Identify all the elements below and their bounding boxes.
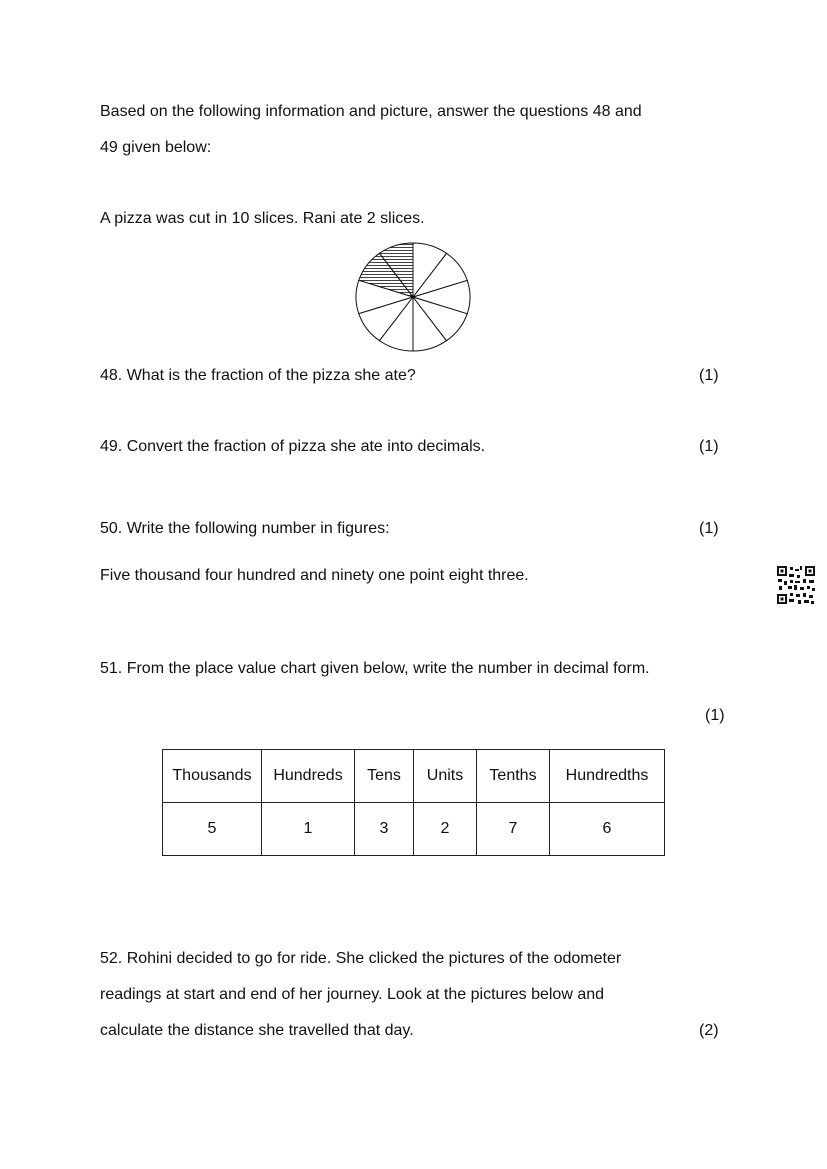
pizza-story: A pizza was cut in 10 slices. Rani ate 2 slices. (100, 210, 425, 227)
question-51-marks: (1) (705, 707, 725, 724)
question-52-line-2: readings at start and end of her journey. Look at the pictures below and (100, 986, 605, 1003)
digit-tenths: 7 (477, 803, 550, 856)
pizza-diagram (354, 240, 474, 354)
intro-line-2: 49 given below: (100, 139, 212, 156)
digit-tens: 3 (355, 803, 414, 856)
place-value-digit-row (163, 803, 665, 856)
question-49: 49. Convert the fraction of pizza she ate into decimals. (100, 438, 486, 455)
qr-code (776, 565, 816, 605)
question-49-marks: (1) (699, 438, 719, 455)
header-thousands: Thousands (163, 750, 262, 803)
header-hundreds: Hundreds (262, 750, 355, 803)
header-units: Units (414, 750, 477, 803)
digit-units: 2 (414, 803, 477, 856)
intro-line-1: Based on the following information and picture, answer the questions 48 and (100, 103, 642, 120)
question-48-marks: (1) (699, 367, 719, 384)
header-tens: Tens (355, 750, 414, 803)
question-52-line-1: 52. Rohini decided to go for ride. She clicked the pictures of the odometer (100, 950, 622, 967)
digit-hundreds: 1 (262, 803, 355, 856)
place-value-chart (162, 749, 665, 856)
place-value-header-row (163, 750, 665, 803)
question-52-line-3: calculate the distance she travelled that day. (100, 1022, 414, 1039)
question-48: 48. What is the fraction of the pizza she ate? (100, 367, 416, 384)
question-51: 51. From the place value chart given below, write the number in decimal form. (100, 660, 650, 677)
digit-thousands: 5 (163, 803, 262, 856)
question-52-marks: (2) (699, 1022, 719, 1039)
question-50: 50. Write the following number in figures: (100, 520, 390, 537)
header-hundredths: Hundredths (550, 750, 665, 803)
question-50-number-words: Five thousand four hundred and ninety one point eight three. (100, 567, 529, 584)
digit-hundredths: 6 (550, 803, 665, 856)
question-50-marks: (1) (699, 520, 719, 537)
header-tenths: Tenths (477, 750, 550, 803)
